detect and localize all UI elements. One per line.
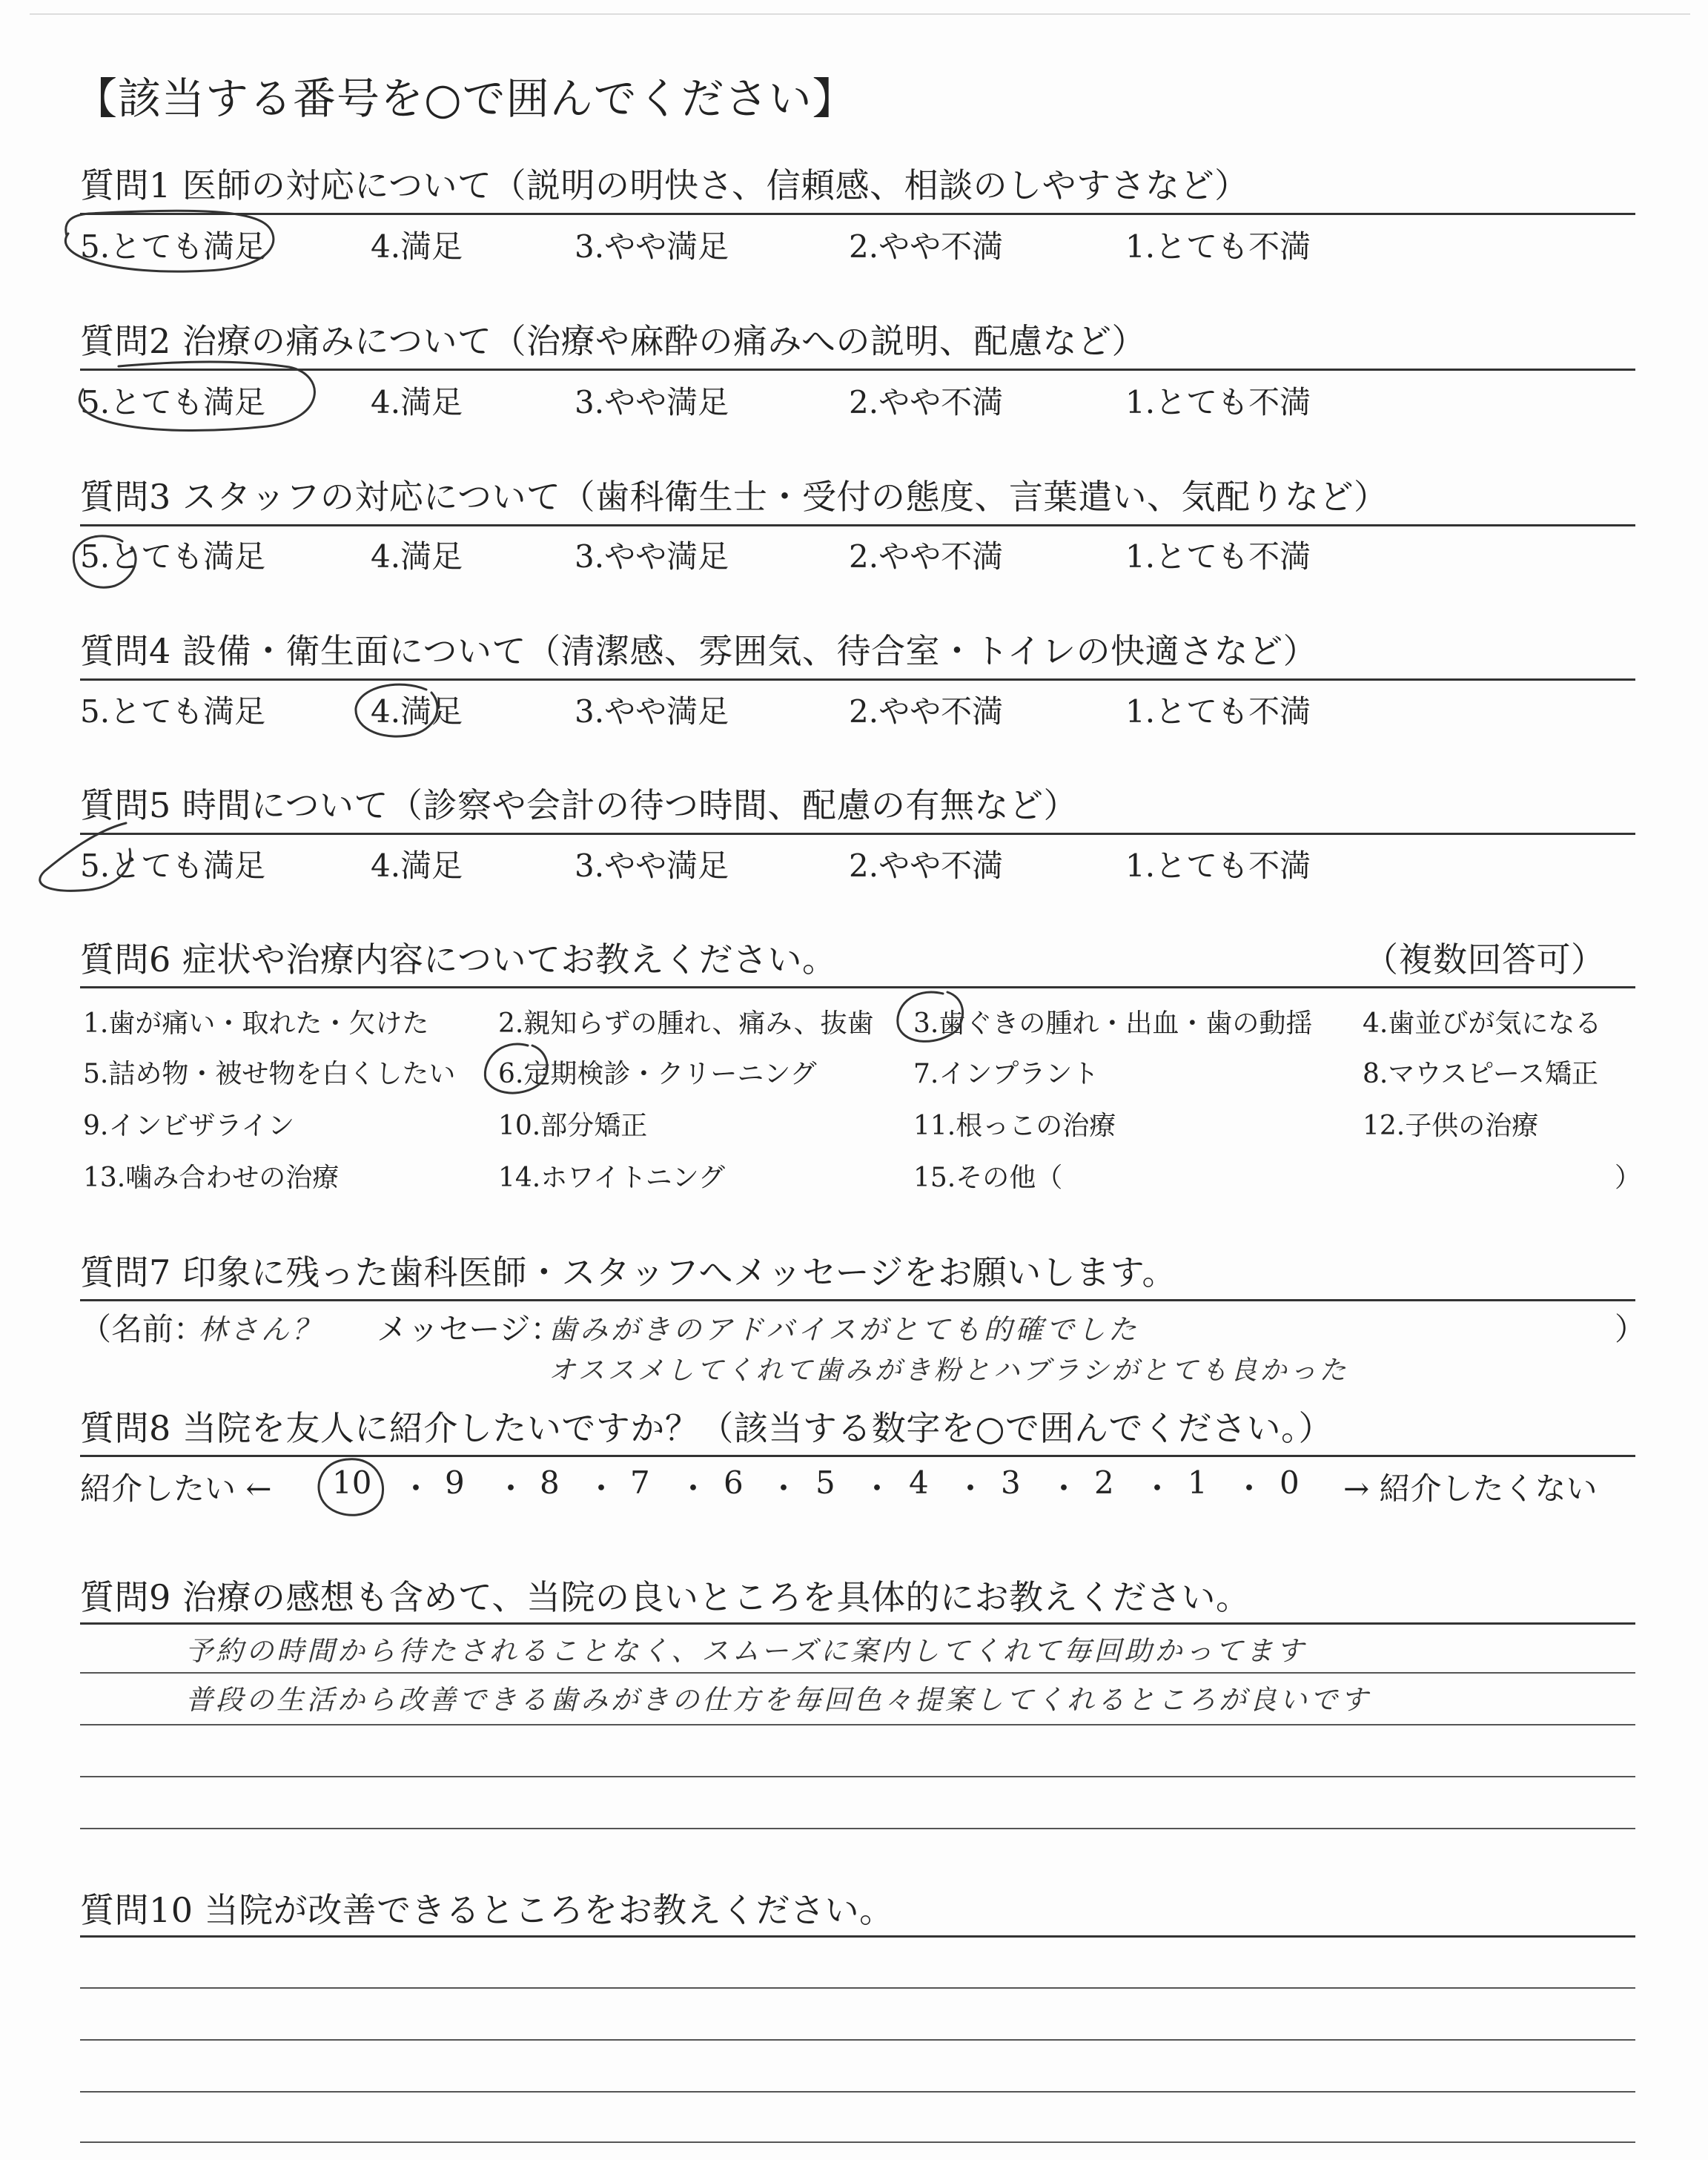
- q6-selection-circle-6: [485, 1044, 547, 1093]
- question-title: 質問6 症状や治療内容についてお教えください。: [80, 939, 837, 980]
- recommend-7[interactable]: 7: [630, 1464, 650, 1501]
- option-4[interactable]: 4.満足: [371, 693, 463, 730]
- separator-dot: ・: [955, 1470, 987, 1507]
- symptom-option-14[interactable]: 14.ホワイトニング: [498, 1163, 726, 1193]
- separator-dot: ・: [1142, 1470, 1174, 1507]
- option-2[interactable]: 2.やや不満: [849, 228, 1004, 265]
- recommend-9[interactable]: 9: [445, 1464, 465, 1501]
- option-2[interactable]: 2.やや不満: [849, 848, 1004, 884]
- separator-dot: ・: [400, 1470, 432, 1507]
- option-1[interactable]: 1.とても不満: [1125, 384, 1311, 420]
- option-2[interactable]: 2.やや不満: [849, 693, 1004, 730]
- symptom-option-4[interactable]: 4.歯並びが気になる: [1363, 1008, 1602, 1039]
- symptom-option-1[interactable]: 1.歯が痛い・取れた・欠けた: [83, 1008, 429, 1039]
- answer-handwritten-line-2[interactable]: 普段の生活から改善できる歯みがきの仕方を毎回色々提案してくれるところが良いです: [185, 1684, 1371, 1716]
- symptom-option-15[interactable]: 15.その他（: [913, 1163, 1063, 1193]
- option-3[interactable]: 3.やや満足: [575, 848, 729, 884]
- option-3[interactable]: 3.やや満足: [575, 384, 729, 420]
- question-title: 質問5 時間について（診察や会計の待つ時間、配慮の有無など）: [80, 785, 1078, 825]
- question-title: 質問7 印象に残った歯科医師・スタッフへメッセージをお願いします。: [80, 1252, 1177, 1292]
- q3-selection-circle: [73, 536, 136, 587]
- option-5[interactable]: 5.とても満足: [80, 693, 266, 730]
- recommend-1[interactable]: 1: [1188, 1464, 1208, 1501]
- q4-selection-circle: [356, 684, 437, 736]
- symptom-option-12[interactable]: 12.子供の治療: [1363, 1111, 1539, 1141]
- question-title: 質問1 医師の対応について（説明の明快さ、信頼感、相談のしやすさなど）: [80, 165, 1249, 205]
- separator-dot: ・: [861, 1470, 893, 1507]
- recommend-4[interactable]: 4: [909, 1464, 929, 1501]
- q1-selection-circle: [65, 211, 274, 271]
- option-3[interactable]: 3.やや満足: [575, 228, 729, 265]
- option-2[interactable]: 2.やや不満: [849, 384, 1004, 420]
- option-3[interactable]: 3.やや満足: [575, 538, 729, 575]
- question-title: 質問4 設備・衛生面について（清潔感、雰囲気、待合室・トイレの快適さなど）: [80, 631, 1318, 671]
- symptom-option-13[interactable]: 13.噛み合わせの治療: [83, 1163, 340, 1193]
- multiple-answer-note: （複数回答可）: [1364, 939, 1606, 980]
- message-handwritten-line-2[interactable]: オススメしてくれて歯みがき粉とハブラシがとても良かった: [549, 1355, 1349, 1386]
- recommend-right-label: → 紹介したくない: [1343, 1470, 1598, 1507]
- recommend-left-label: 紹介したい ←: [80, 1470, 272, 1507]
- separator-dot: ・: [586, 1470, 618, 1507]
- symptom-option-3[interactable]: 3.歯ぐきの腫れ・出血・歯の動揺: [913, 1008, 1313, 1039]
- option-1[interactable]: 1.とても不満: [1125, 848, 1311, 884]
- option-4[interactable]: 4.満足: [371, 228, 463, 265]
- message-close-paren: ）: [1615, 1311, 1646, 1347]
- symptom-option-10[interactable]: 10.部分矯正: [498, 1111, 648, 1141]
- message-label: メッセージ：: [377, 1311, 562, 1347]
- symptom-option-6[interactable]: 6.定期検診・クリーニング: [498, 1059, 817, 1089]
- option-4[interactable]: 4.満足: [371, 538, 463, 575]
- separator-dot: ・: [768, 1470, 800, 1507]
- option-1[interactable]: 1.とても不満: [1125, 538, 1311, 575]
- answer-handwritten-line-1[interactable]: 予約の時間から待たされることなく、スムーズに案内してくれて毎回助かってます: [185, 1635, 1307, 1667]
- symptom-option-2[interactable]: 2.親知らずの腫れ、痛み、抜歯: [498, 1008, 874, 1039]
- q8-selection-circle-10: [319, 1459, 383, 1515]
- q6-selection-circle-3: [898, 992, 963, 1041]
- recommend-2[interactable]: 2: [1094, 1464, 1114, 1501]
- separator-dot: ・: [1048, 1470, 1080, 1507]
- option-1[interactable]: 1.とても不満: [1125, 693, 1311, 730]
- q2-selection-circle: [79, 362, 314, 430]
- other-close-paren: ）: [1615, 1163, 1642, 1193]
- question-title: 質問3 スタッフの対応について（歯科衛生士・受付の態度、言葉遣い、気配りなど）: [80, 477, 1388, 517]
- option-4[interactable]: 4.満足: [371, 384, 463, 420]
- symptom-option-5[interactable]: 5.詰め物・被せ物を白くしたい: [83, 1059, 456, 1089]
- name-label: （名前：: [80, 1311, 205, 1347]
- separator-dot: ・: [678, 1470, 709, 1507]
- question-title: 質問2 治療の痛みについて（治療や麻酔の痛みへの説明、配慮など）: [80, 321, 1147, 361]
- option-5[interactable]: 5.とても満足: [80, 384, 266, 420]
- symptom-option-7[interactable]: 7.インプラント: [913, 1059, 1099, 1089]
- separator-dot: ・: [495, 1470, 527, 1507]
- question-title: 質問10 当院が改善できるところをお教えください。: [80, 1890, 894, 1930]
- recommend-3[interactable]: 3: [1001, 1464, 1021, 1501]
- separator-dot: ・: [1234, 1470, 1265, 1507]
- option-3[interactable]: 3.やや満足: [575, 693, 729, 730]
- q5-selection-circle: [40, 823, 130, 891]
- recommend-8[interactable]: 8: [540, 1464, 560, 1501]
- symptom-option-8[interactable]: 8.マウスピース矯正: [1363, 1059, 1599, 1089]
- option-2[interactable]: 2.やや不満: [849, 538, 1004, 575]
- option-5[interactable]: 5.とても満足: [80, 538, 266, 575]
- option-1[interactable]: 1.とても不満: [1125, 228, 1311, 265]
- symptom-option-9[interactable]: 9.インビザライン: [83, 1111, 295, 1141]
- name-handwritten[interactable]: 林さん？: [199, 1313, 324, 1346]
- recommend-10[interactable]: 10: [332, 1464, 372, 1501]
- option-5[interactable]: 5.とても満足: [80, 228, 266, 265]
- instruction-heading: 【該当する番号を○で囲んでください】: [74, 73, 856, 124]
- option-4[interactable]: 4.満足: [371, 848, 463, 884]
- option-5[interactable]: 5.とても満足: [80, 848, 266, 884]
- recommend-0[interactable]: 0: [1280, 1464, 1300, 1501]
- question-title: 質問9 治療の感想も含めて、当院の良いところを具体的にお教えください。: [80, 1577, 1251, 1617]
- message-handwritten-line-1[interactable]: 歯みがきのアドバイスがとても的確でした: [549, 1313, 1139, 1346]
- symptom-option-11[interactable]: 11.根っこの治療: [913, 1111, 1116, 1141]
- recommend-5[interactable]: 5: [815, 1464, 835, 1501]
- recommend-6[interactable]: 6: [724, 1464, 744, 1501]
- question-title: 質問8 当院を友人に紹介したいですか？（該当する数字を○で囲んでください。）: [80, 1408, 1334, 1448]
